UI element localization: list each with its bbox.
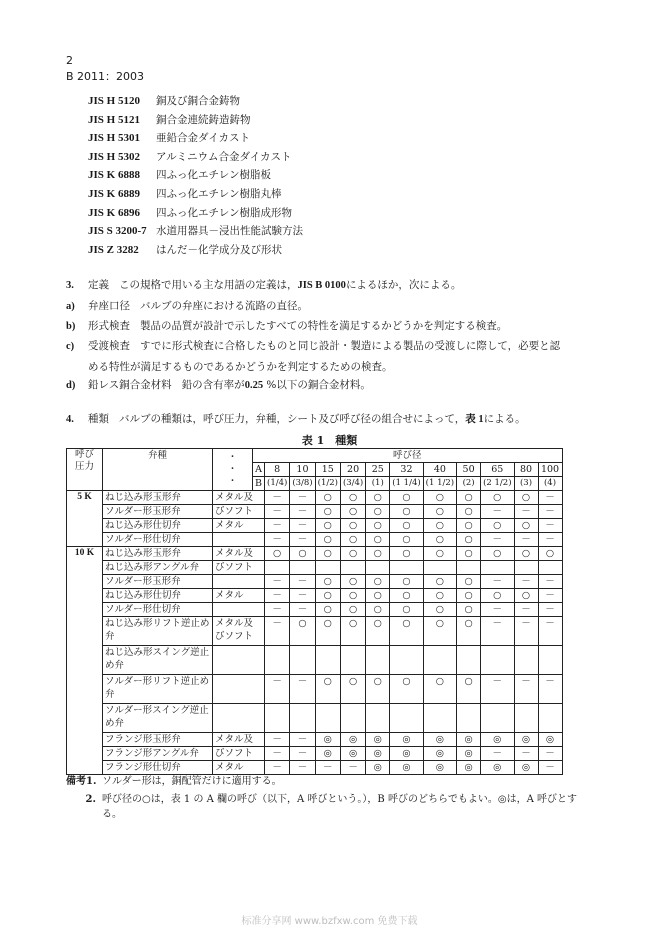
table-row xyxy=(67,646,563,675)
size-availability-cell xyxy=(538,646,562,675)
size-availability-cell: ◎ xyxy=(481,761,514,775)
size-a-cell: 65 xyxy=(481,463,514,477)
size-availability-cell: ○ xyxy=(315,533,340,547)
valve-type-cell: ねじ込み形玉形弁 xyxy=(103,491,213,505)
size-availability-cell: ◎ xyxy=(457,747,481,761)
size-a-cell: 80 xyxy=(514,463,538,477)
jis-code: JIS K 6896 xyxy=(88,206,140,219)
table-row xyxy=(67,491,563,505)
size-availability-cell: ○ xyxy=(315,575,340,589)
size-availability-cell: ○ xyxy=(423,519,456,533)
size-availability-cell xyxy=(457,704,481,733)
size-a-cell: 100 xyxy=(538,463,562,477)
size-b-cell: (3) xyxy=(514,477,538,491)
size-availability-cell: ○ xyxy=(340,617,365,646)
size-availability-cell: － xyxy=(290,733,315,747)
head-valve-type: 弁種 xyxy=(103,449,213,491)
size-availability-cell: ○ xyxy=(315,519,340,533)
size-availability-cell: － xyxy=(538,747,562,761)
jis-code: JIS H 5302 xyxy=(88,150,140,163)
head-seat: ・ ・ ・ xyxy=(213,449,253,491)
size-a-cell: 25 xyxy=(366,463,390,477)
seat-cell xyxy=(213,575,265,589)
size-availability-cell: ○ xyxy=(457,617,481,646)
size-availability-cell: ○ xyxy=(390,505,423,519)
size-availability-cell: ◎ xyxy=(315,747,340,761)
valve-type-cell: ねじ込み形スイング逆止め弁 xyxy=(103,646,213,675)
size-availability-cell: ○ xyxy=(481,547,514,561)
table-row xyxy=(67,617,563,646)
size-availability-cell: ○ xyxy=(514,547,538,561)
size-availability-cell: ○ xyxy=(390,617,423,646)
size-availability-cell xyxy=(265,646,290,675)
size-availability-cell: ○ xyxy=(457,589,481,603)
size-availability-cell: － xyxy=(265,675,290,704)
size-availability-cell: － xyxy=(290,519,315,533)
size-availability-cell xyxy=(481,704,514,733)
jis-title: アルミニウム合金ダイカスト xyxy=(156,150,292,163)
size-availability-cell: ○ xyxy=(390,491,423,505)
table-row xyxy=(67,519,563,533)
size-availability-cell: ○ xyxy=(457,603,481,617)
size-availability-cell: － xyxy=(538,491,562,505)
size-availability-cell: ◎ xyxy=(457,761,481,775)
table-row xyxy=(67,547,563,561)
jis-title: 四ふっ化エチレン樹脂成形物 xyxy=(156,206,293,219)
size-availability-cell: － xyxy=(290,761,315,775)
size-availability-cell: ○ xyxy=(265,547,290,561)
size-availability-cell: ○ xyxy=(457,505,481,519)
size-availability-cell: － xyxy=(290,603,315,617)
size-availability-cell: － xyxy=(265,533,290,547)
jis-title: はんだ－化学成分及び形状 xyxy=(156,243,282,256)
size-availability-cell: ○ xyxy=(315,491,340,505)
size-availability-cell xyxy=(538,704,562,733)
table-row xyxy=(67,505,563,519)
size-availability-cell: ◎ xyxy=(514,733,538,747)
table-row xyxy=(67,575,563,589)
valve-type-cell: ソルダー形玉形弁 xyxy=(103,575,213,589)
table-row xyxy=(67,733,563,747)
size-availability-cell: ◎ xyxy=(315,733,340,747)
jis-title: 四ふっ化エチレン樹脂丸棒 xyxy=(156,188,282,200)
size-availability-cell: － xyxy=(538,675,562,704)
size-availability-cell: ○ xyxy=(366,603,390,617)
pressure-cell: 5 K xyxy=(67,491,103,547)
size-availability-cell: ○ xyxy=(390,533,423,547)
jis-title: 水道用器具－浸出性能試験方法 xyxy=(156,225,303,238)
size-availability-cell: ○ xyxy=(315,603,340,617)
size-availability-cell xyxy=(423,646,456,675)
size-availability-cell: － xyxy=(538,575,562,589)
size-availability-cell: － xyxy=(514,575,538,589)
size-availability-cell: － xyxy=(290,575,315,589)
size-availability-cell: ○ xyxy=(390,575,423,589)
size-availability-cell: － xyxy=(514,533,538,547)
size-availability-cell: ○ xyxy=(315,505,340,519)
head-b: B xyxy=(253,477,265,491)
size-availability-cell: ○ xyxy=(366,519,390,533)
jis-reference-item xyxy=(88,208,292,219)
size-availability-cell xyxy=(290,646,315,675)
size-availability-cell: － xyxy=(290,747,315,761)
size-availability-cell: ◎ xyxy=(423,747,456,761)
size-availability-cell: ○ xyxy=(457,675,481,704)
size-a-cell: 20 xyxy=(340,463,365,477)
size-b-cell: (3/4) xyxy=(340,477,365,491)
size-availability-cell: － xyxy=(290,505,315,519)
note-2: 2. 呼び径の○は，表 1 の A 欄の呼び（以下，A 呼びという。），B 呼びのどちらでもよい。◎は，A 呼びとす xyxy=(85,794,577,805)
seat-cell xyxy=(213,646,265,675)
definition-a: a) 弁座口径 バルブの弁座における流路の直径。 xyxy=(66,300,308,312)
page-number: 2 xyxy=(66,54,73,67)
size-availability-cell: ○ xyxy=(423,603,456,617)
size-availability-cell: － xyxy=(481,603,514,617)
size-a-cell: 50 xyxy=(457,463,481,477)
definition-d: d) 鉛レス銅合金材料 鉛の含有率が0.25 %以下の銅合金材料。 xyxy=(66,379,371,391)
size-availability-cell: － xyxy=(538,603,562,617)
size-availability-cell xyxy=(366,561,390,575)
jis-reference-item xyxy=(88,133,250,144)
size-a-cell: 8 xyxy=(265,463,290,477)
size-availability-cell: － xyxy=(290,491,315,505)
size-availability-cell: ○ xyxy=(481,519,514,533)
size-availability-cell: ○ xyxy=(340,533,365,547)
size-b-cell: (1 1/4) xyxy=(390,477,423,491)
size-availability-cell: － xyxy=(514,505,538,519)
size-b-cell: (3/8) xyxy=(290,477,315,491)
size-availability-cell xyxy=(315,704,340,733)
size-availability-cell: － xyxy=(481,617,514,646)
size-availability-cell: ◎ xyxy=(390,761,423,775)
jis-title: 銅及び銅合金鋳物 xyxy=(156,95,240,107)
size-b-cell: (1) xyxy=(366,477,390,491)
size-availability-cell xyxy=(514,561,538,575)
jis-title: 亜鉛合金ダイカスト xyxy=(156,132,250,145)
size-availability-cell: － xyxy=(514,617,538,646)
table-row xyxy=(67,589,563,603)
size-availability-cell: ○ xyxy=(390,519,423,533)
size-availability-cell: ○ xyxy=(390,675,423,704)
size-availability-cell: ○ xyxy=(538,547,562,561)
jis-reference-item xyxy=(88,189,282,200)
size-availability-cell: ◎ xyxy=(366,747,390,761)
size-availability-cell: － xyxy=(265,617,290,646)
seat-cell: メタル及びソフト xyxy=(213,617,265,646)
size-availability-cell: － xyxy=(315,761,340,775)
size-availability-cell: ◎ xyxy=(366,733,390,747)
seat-cell: メタル xyxy=(213,519,265,533)
size-availability-cell: － xyxy=(290,533,315,547)
size-availability-cell: ○ xyxy=(423,675,456,704)
size-availability-cell: ○ xyxy=(340,603,365,617)
valve-type-cell: ソルダー形リフト逆止め弁 xyxy=(103,675,213,704)
size-availability-cell xyxy=(390,704,423,733)
jis-reference-item xyxy=(88,170,271,181)
size-availability-cell: － xyxy=(290,675,315,704)
jis-title: 四ふっ化エチレン樹脂板 xyxy=(156,169,272,182)
jis-title: 銅合金連続鋳造鋳物 xyxy=(156,113,251,126)
size-availability-cell: ◎ xyxy=(340,747,365,761)
size-availability-cell: ◎ xyxy=(514,761,538,775)
size-availability-cell xyxy=(265,704,290,733)
seat-cell xyxy=(213,533,265,547)
table-1-types xyxy=(66,448,563,775)
seat-cell: メタル xyxy=(213,761,265,775)
size-availability-cell: ○ xyxy=(390,603,423,617)
size-availability-cell: ○ xyxy=(340,547,365,561)
valve-type-cell: ねじ込み形仕切弁 xyxy=(103,589,213,603)
size-availability-cell xyxy=(366,704,390,733)
seat-cell: びソフト xyxy=(213,747,265,761)
size-availability-cell: ○ xyxy=(423,533,456,547)
size-availability-cell: ○ xyxy=(340,491,365,505)
size-availability-cell: － xyxy=(481,747,514,761)
size-availability-cell: ◎ xyxy=(423,733,456,747)
size-availability-cell: ◎ xyxy=(390,733,423,747)
jis-code: JIS S 3200-7 xyxy=(88,225,147,238)
note-2-cont: る。 xyxy=(102,809,122,820)
size-availability-cell: － xyxy=(265,575,290,589)
footer-watermark: 标准分享网 www.bzfxw.com 免费下载 xyxy=(241,916,418,927)
valve-type-cell: フランジ形玉形弁 xyxy=(103,733,213,747)
size-availability-cell xyxy=(423,561,456,575)
head-a: A xyxy=(253,463,265,477)
size-availability-cell: ○ xyxy=(366,575,390,589)
jis-reference-item xyxy=(88,115,251,126)
size-availability-cell: － xyxy=(538,617,562,646)
valve-type-cell: ねじ込み形リフト逆止め弁 xyxy=(103,617,213,646)
size-availability-cell xyxy=(315,561,340,575)
size-b-cell: (1/2) xyxy=(315,477,340,491)
size-availability-cell: － xyxy=(265,589,290,603)
jis-code: JIS H 5120 xyxy=(88,95,140,107)
size-availability-cell: ○ xyxy=(340,519,365,533)
jis-reference-item xyxy=(88,152,291,163)
size-availability-cell xyxy=(481,561,514,575)
jis-reference-item xyxy=(88,96,240,107)
seat-cell xyxy=(213,675,265,704)
size-availability-cell: ○ xyxy=(340,505,365,519)
size-availability-cell: ○ xyxy=(457,547,481,561)
valve-type-cell: ソルダー形スイング逆止め弁 xyxy=(103,704,213,733)
size-availability-cell xyxy=(340,646,365,675)
valve-type-cell: ソルダー形仕切弁 xyxy=(103,533,213,547)
size-availability-cell xyxy=(390,561,423,575)
valve-type-cell: フランジ形アングル弁 xyxy=(103,747,213,761)
head-nominal-size: 呼び径 xyxy=(253,449,563,463)
size-availability-cell: ○ xyxy=(457,575,481,589)
jis-code: JIS H 5121 xyxy=(88,113,140,126)
size-availability-cell: － xyxy=(265,505,290,519)
size-availability-cell: － xyxy=(481,575,514,589)
definition-c: c) 受渡検査 すでに形式検査に合格したものと同じ設計・製造による製品の受渡しに際して，必要と認 める特性が満足するものであるかどうかを判定するための検査。 xyxy=(66,340,561,374)
size-availability-cell: ◎ xyxy=(390,747,423,761)
size-availability-cell: ○ xyxy=(514,519,538,533)
size-availability-cell: ◎ xyxy=(423,761,456,775)
size-availability-cell: ○ xyxy=(423,575,456,589)
size-availability-cell: － xyxy=(514,603,538,617)
size-availability-cell xyxy=(340,561,365,575)
size-availability-cell xyxy=(423,704,456,733)
size-availability-cell xyxy=(514,704,538,733)
size-availability-cell: － xyxy=(514,675,538,704)
size-availability-cell: ○ xyxy=(390,547,423,561)
size-availability-cell: － xyxy=(265,519,290,533)
size-availability-cell: － xyxy=(481,675,514,704)
size-availability-cell xyxy=(265,561,290,575)
size-availability-cell: ○ xyxy=(423,491,456,505)
size-b-cell: (1/4) xyxy=(265,477,290,491)
size-availability-cell: － xyxy=(538,761,562,775)
jis-code: JIS Z 3282 xyxy=(88,243,139,256)
note-1: 備考1. ソルダー形は，銅配管だけに適用する。 xyxy=(66,776,282,787)
size-availability-cell: ◎ xyxy=(457,733,481,747)
size-availability-cell: － xyxy=(290,589,315,603)
size-availability-cell: ○ xyxy=(315,589,340,603)
size-availability-cell xyxy=(481,646,514,675)
size-availability-cell xyxy=(366,646,390,675)
valve-type-cell: ねじ込み形アングル弁 xyxy=(103,561,213,575)
size-availability-cell: － xyxy=(265,491,290,505)
size-availability-cell: ○ xyxy=(366,617,390,646)
jis-reference-item xyxy=(88,226,303,237)
valve-type-cell: ソルダー形仕切弁 xyxy=(103,603,213,617)
table-row xyxy=(67,603,563,617)
table-row xyxy=(67,675,563,704)
size-availability-cell: ○ xyxy=(366,505,390,519)
seat-cell: メタル及 xyxy=(213,733,265,747)
size-availability-cell: ○ xyxy=(340,589,365,603)
jis-code: JIS K 6888 xyxy=(88,169,140,182)
size-availability-cell: － xyxy=(514,747,538,761)
size-availability-cell: － xyxy=(265,733,290,747)
seat-cell: メタル xyxy=(213,589,265,603)
size-availability-cell xyxy=(315,646,340,675)
seat-cell: メタル及 xyxy=(213,491,265,505)
size-availability-cell: ○ xyxy=(366,491,390,505)
size-a-cell: 15 xyxy=(315,463,340,477)
size-availability-cell: － xyxy=(538,505,562,519)
size-availability-cell xyxy=(538,561,562,575)
table-row xyxy=(67,747,563,761)
size-b-cell: (2 1/2) xyxy=(481,477,514,491)
jis-code: JIS H 5301 xyxy=(88,132,140,145)
valve-type-cell: フランジ形仕切弁 xyxy=(103,761,213,775)
size-availability-cell: ○ xyxy=(315,675,340,704)
size-availability-cell: － xyxy=(265,747,290,761)
valve-type-cell: ねじ込み形仕切弁 xyxy=(103,519,213,533)
size-availability-cell xyxy=(514,646,538,675)
seat-cell xyxy=(213,704,265,733)
size-availability-cell: ○ xyxy=(481,589,514,603)
size-availability-cell xyxy=(290,704,315,733)
head-pressure: 呼び 圧力 xyxy=(67,449,103,491)
size-availability-cell: ◎ xyxy=(340,733,365,747)
section-4-heading: 4. 種類 バルブの種類は，呼び圧力，弁種，シート及び呼び径の組合せによって，表 1による。 xyxy=(66,413,526,425)
size-availability-cell: ○ xyxy=(340,575,365,589)
jis-code: JIS K 6889 xyxy=(88,188,140,200)
size-availability-cell: － xyxy=(481,505,514,519)
size-availability-cell: ◎ xyxy=(481,733,514,747)
jis-reference-item xyxy=(88,245,282,256)
size-availability-cell: ○ xyxy=(457,519,481,533)
size-b-cell: (2) xyxy=(457,477,481,491)
seat-cell: メタル及 xyxy=(213,547,265,561)
size-b-cell: (1 1/2) xyxy=(423,477,456,491)
size-a-cell: 40 xyxy=(423,463,456,477)
size-availability-cell: － xyxy=(265,761,290,775)
size-availability-cell: ○ xyxy=(290,617,315,646)
section-3-heading: 3. 定義 この規格で用いる主な用語の定義は，JIS B 0100によるほか，次による。 xyxy=(66,279,462,291)
pressure-cell: 10 K xyxy=(67,547,103,775)
size-availability-cell: ○ xyxy=(315,547,340,561)
seat-cell xyxy=(213,603,265,617)
size-availability-cell: ○ xyxy=(340,675,365,704)
size-availability-cell: ○ xyxy=(457,533,481,547)
size-availability-cell: ○ xyxy=(423,547,456,561)
size-a-cell: 10 xyxy=(290,463,315,477)
size-availability-cell: ○ xyxy=(423,617,456,646)
size-availability-cell: ○ xyxy=(457,491,481,505)
size-availability-cell: － xyxy=(265,603,290,617)
size-availability-cell: － xyxy=(340,761,365,775)
size-availability-cell: ○ xyxy=(366,675,390,704)
size-availability-cell: ○ xyxy=(481,491,514,505)
size-availability-cell: ○ xyxy=(423,505,456,519)
size-availability-cell: ◎ xyxy=(538,733,562,747)
size-availability-cell: ○ xyxy=(366,533,390,547)
table-1-caption: 表 1 種類 xyxy=(301,434,358,447)
size-availability-cell: － xyxy=(538,533,562,547)
table-row xyxy=(67,561,563,575)
definition-b: b) 形式検査 製品の品質が設計で示したすべての特性を満足するかどうかを判定する検査。 xyxy=(66,320,508,332)
size-availability-cell xyxy=(390,646,423,675)
size-a-cell: 32 xyxy=(390,463,423,477)
size-availability-cell: ○ xyxy=(366,589,390,603)
size-availability-cell: ○ xyxy=(390,589,423,603)
size-availability-cell: － xyxy=(538,589,562,603)
size-availability-cell: ○ xyxy=(366,547,390,561)
size-availability-cell: ◎ xyxy=(366,761,390,775)
table-row xyxy=(67,704,563,733)
size-b-cell: (4) xyxy=(538,477,562,491)
table-row xyxy=(67,761,563,775)
size-availability-cell: ○ xyxy=(514,589,538,603)
size-availability-cell xyxy=(457,646,481,675)
seat-cell: びソフト xyxy=(213,561,265,575)
size-availability-cell: － xyxy=(538,519,562,533)
size-availability-cell: ○ xyxy=(290,547,315,561)
valve-type-cell: ねじ込み形玉形弁 xyxy=(103,547,213,561)
seat-cell: びソフト xyxy=(213,505,265,519)
size-availability-cell xyxy=(340,704,365,733)
valve-type-cell: ソルダー形玉形弁 xyxy=(103,505,213,519)
size-availability-cell: － xyxy=(481,533,514,547)
standard-ref: B 2011：2003 xyxy=(66,70,145,83)
size-availability-cell: ○ xyxy=(514,491,538,505)
size-availability-cell xyxy=(457,561,481,575)
size-availability-cell xyxy=(290,561,315,575)
size-availability-cell: ○ xyxy=(423,589,456,603)
table-row xyxy=(67,533,563,547)
size-availability-cell: ○ xyxy=(315,617,340,646)
